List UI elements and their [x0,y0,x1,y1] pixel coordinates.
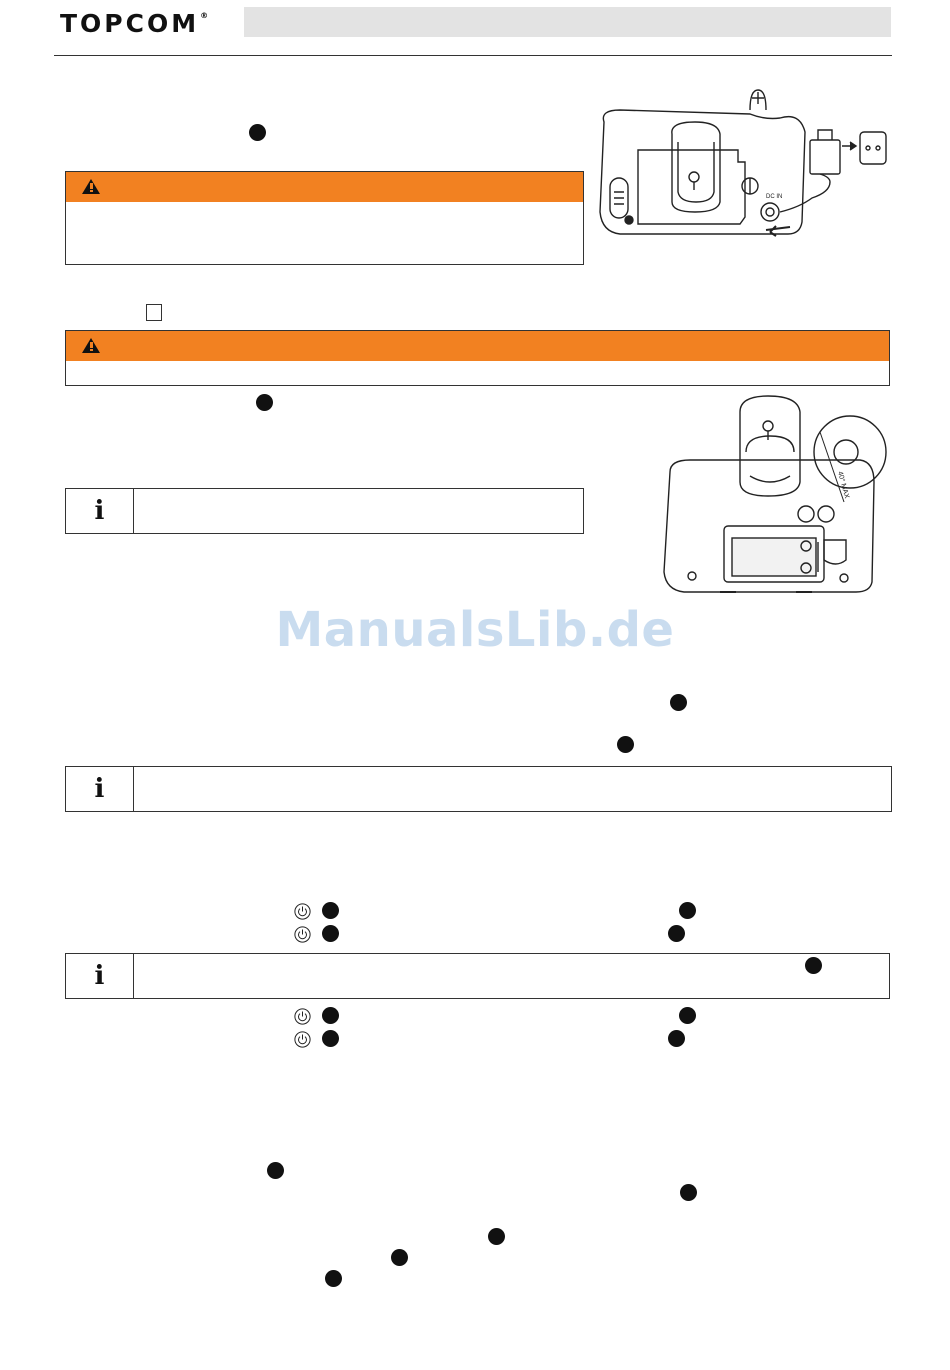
callout-marker [679,1007,696,1024]
callout-marker [391,1249,408,1266]
callout-marker [325,1270,342,1287]
brand-name: TOPCOM [60,9,200,38]
info-box-wide [65,953,890,999]
callout-marker [488,1228,505,1245]
info-icon-cell [66,489,134,533]
info-icon: i [94,961,105,991]
callout-marker [805,957,822,974]
warning-triangle-icon [82,179,100,194]
info-icon-cell [66,954,134,998]
header-rule [54,55,892,56]
callout-marker [680,1184,697,1201]
callout-marker [256,394,273,411]
power-icon [294,1031,311,1048]
info-icon: i [94,496,105,526]
warning-header [66,172,583,202]
callout-marker [679,902,696,919]
registered-mark: ® [200,11,209,20]
callout-marker [267,1162,284,1179]
watermark: ManualsLib.de [275,602,675,658]
warning-box-wide [65,330,890,386]
dc-in-label: DC IN [766,194,783,200]
callout-marker [668,925,685,942]
info-box-wide [65,766,892,812]
brand-logo [60,9,208,38]
info-icon-cell [66,767,134,811]
callout-marker [617,736,634,753]
power-icon [294,903,311,920]
power-icon [294,926,311,943]
base-station-back-illustration [590,82,895,242]
power-icon [294,1008,311,1025]
callout-marker [322,1030,339,1047]
header-bar [244,7,891,37]
callout-marker [670,694,687,711]
checkbox[interactable] [146,304,162,321]
callout-marker [322,1007,339,1024]
callout-marker [322,925,339,942]
warning-triangle-icon [82,338,100,353]
callout-marker [249,124,266,141]
callout-marker [322,902,339,919]
info-icon: i [94,774,105,804]
warning-box [65,171,584,265]
max-temp-label: 40° MAX [836,470,850,500]
warning-header [66,331,889,361]
info-box [65,488,584,534]
battery-compartment-illustration [660,392,890,602]
callout-marker [668,1030,685,1047]
